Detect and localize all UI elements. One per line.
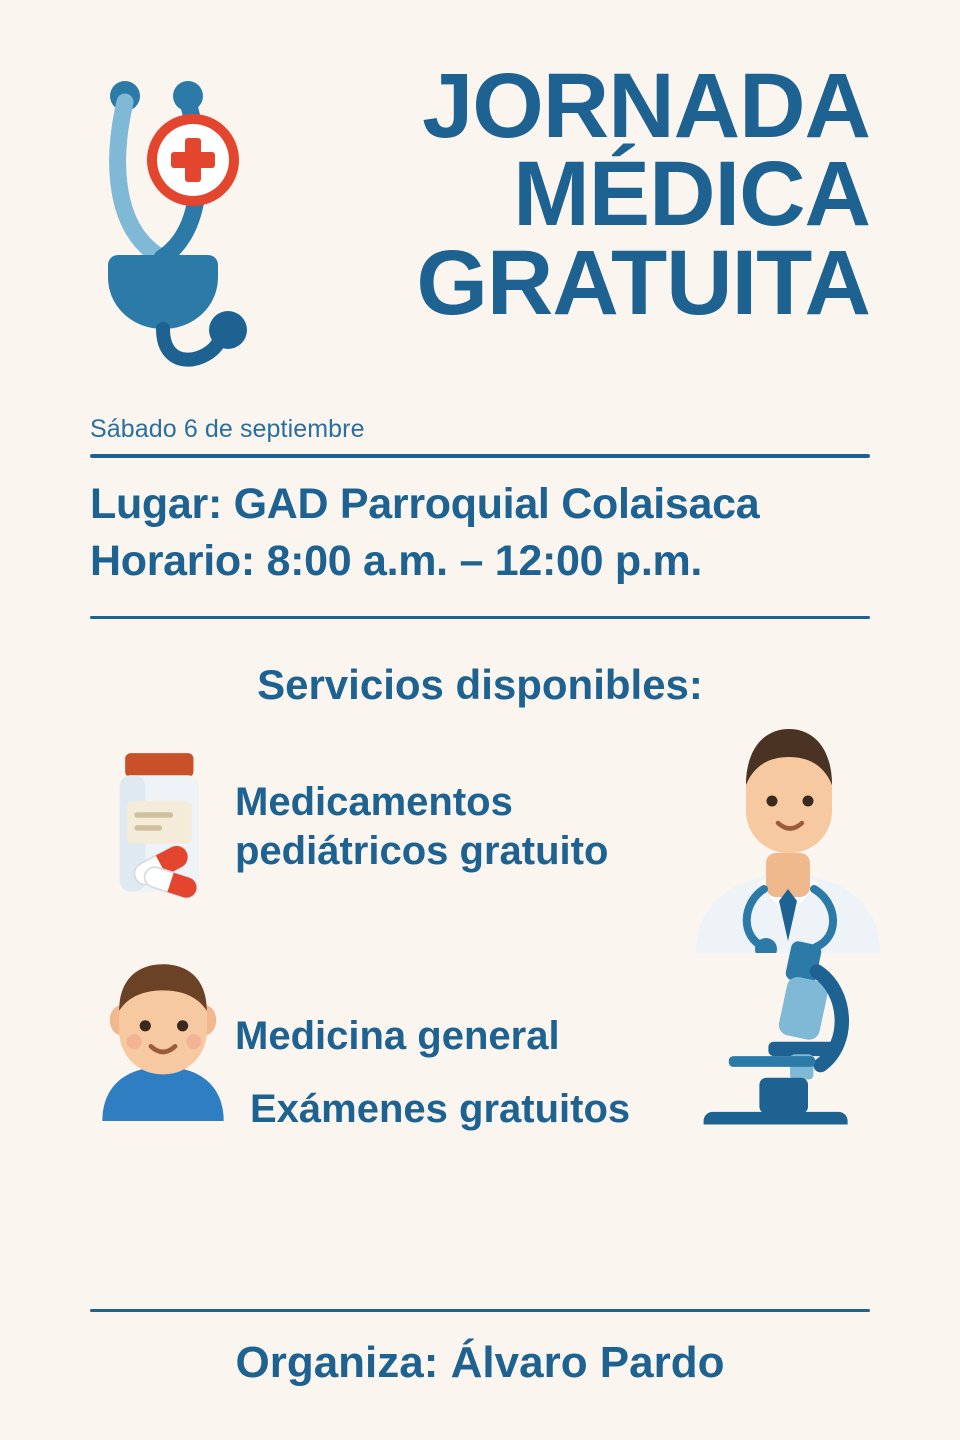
title-line-2: MÉDICA [513, 143, 870, 246]
service-label-3: Exámenes gratuitos [250, 1086, 631, 1131]
services-heading: Servicios disponibles: [257, 660, 703, 708]
event-date: Sábado 6 de septiembre [90, 415, 365, 443]
services-list [90, 735, 870, 1255]
child-face-icon [90, 953, 235, 1121]
organizer-label: Organiza: Álvaro Pardo [235, 1338, 725, 1387]
service-label-2: Medicina general [235, 1014, 560, 1059]
poster-title [270, 55, 870, 334]
microscope-icon [682, 935, 862, 1130]
event-place: Lugar: GAD Parroquial Colaisaca [90, 480, 760, 528]
doctor-icon [688, 713, 888, 958]
service-item-medicamentos [90, 743, 730, 911]
event-info [90, 458, 870, 606]
divider-bottom [90, 1309, 870, 1312]
divider-middle [90, 616, 870, 619]
title-line-1: JORNADA [422, 55, 870, 157]
stethoscope-icon [90, 72, 270, 407]
title-line-3: GRATUITA [416, 231, 870, 334]
event-time: Horario: 8:00 a.m. – 12:00 p.m. [90, 536, 703, 585]
poster-footer [90, 1299, 870, 1388]
service-label-1: Medicamentos pediátricos gratuito [235, 779, 609, 873]
pill-bottle-icon [90, 743, 235, 911]
poster-header [90, 0, 870, 407]
